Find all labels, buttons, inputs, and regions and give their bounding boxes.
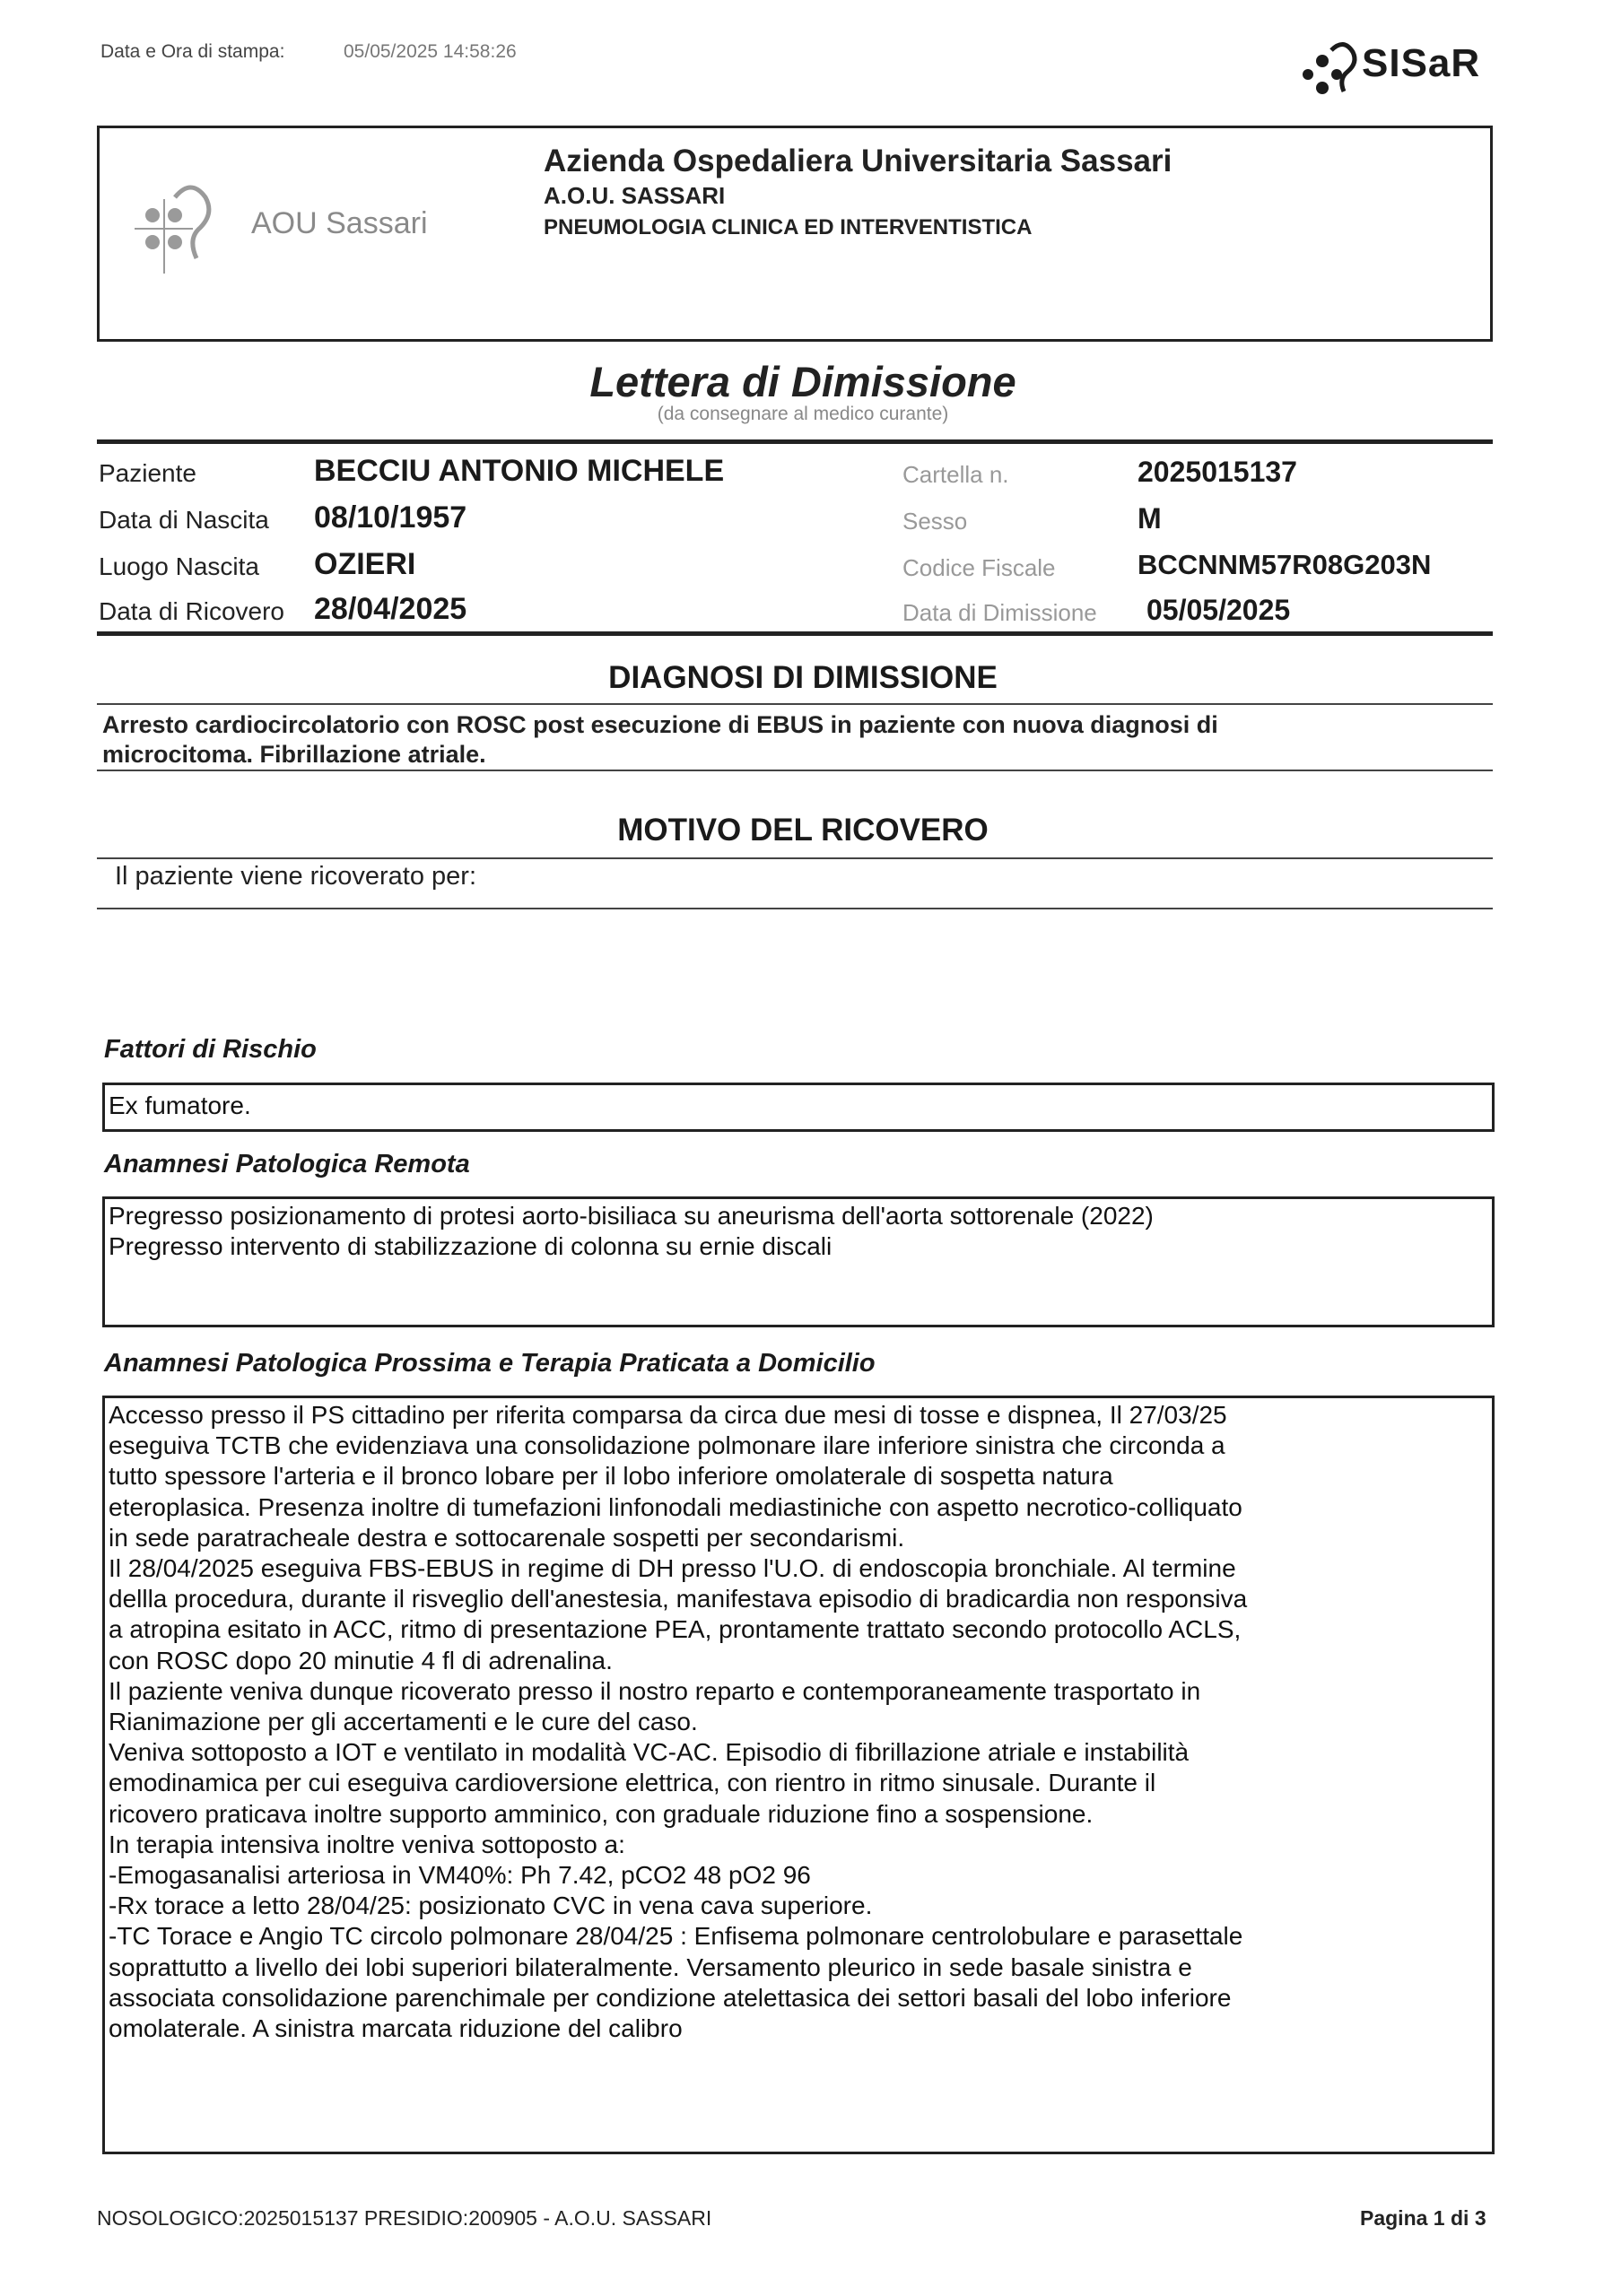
recent-history-line: Veniva sottoposto a IOT e ventilato in modalità VC-AC. Episodio di fibrillazione atriale e instabilità <box>109 1738 1190 1767</box>
remote-history-heading: Anamnesi Patologica Remota <box>104 1150 470 1178</box>
record-number: 2025015137 <box>1138 456 1297 488</box>
remote-history-line: Pregresso intervento di stabilizzazione di colonna su ernie discali <box>109 1232 833 1261</box>
sex: M <box>1138 502 1162 535</box>
admission-reason-text: Il paziente viene ricoverato per: <box>115 862 476 891</box>
remote-history-line: Pregresso posizionamento di protesi aorto-bisiliaca su aneurisma dell'aorta sottorenale (2022) <box>109 1202 1154 1230</box>
document-subtitle: (da consegnare al medico curante) <box>657 404 949 424</box>
birth-date: 08/10/1957 <box>314 500 467 535</box>
aou-logo-icon <box>126 170 224 287</box>
recent-history-line: soprattutto a livello dei lobi superiori bilateralmente. Versamento pleurico in sede basale sinistra e <box>109 1952 1192 1981</box>
hospital-short-name: A.O.U. SASSARI <box>544 182 726 209</box>
recent-history-line: -Rx torace a letto 28/04/25: posizionato CVC in vena cava superiore. <box>109 1892 873 1920</box>
recent-history-line: In terapia intensiva inoltre veniva sottoposto a: <box>109 1830 625 1858</box>
divider <box>97 770 1493 771</box>
recent-history-line: -TC Torace e Angio TC circolo polmonare 28/04/25 : Enfisema polmonare centrolobulare e parasettale <box>109 1922 1243 1951</box>
divider <box>97 631 1493 636</box>
tax-code: BCCNNM57R08G203N <box>1138 549 1432 580</box>
birth-place: OZIERI <box>314 547 416 581</box>
recent-history-line: a atropina esitato in ACC, ritmo di presentazione PEA, prontamente trattato secondo protocollo ACLS, <box>109 1615 1242 1644</box>
aou-logo-name: AOU Sassari <box>251 206 428 240</box>
recent-history-line: -Emogasanalisi arteriosa in VM40%: Ph 7.42, pCO2 48 pO2 96 <box>109 1861 811 1890</box>
hospital-name: Azienda Ospedaliera Universitaria Sassari <box>544 144 1172 178</box>
recent-history-box <box>102 1396 1495 2154</box>
risk-factors-text: Ex fumatore. <box>109 1091 251 1119</box>
recent-history-line: eteroplasica. Presenza inoltre di tumefazioni linfonodali mediastiniche con aspetto necrotico-colliquato <box>109 1492 1242 1521</box>
patient-name-label: Paziente <box>99 459 196 487</box>
page-number: Pagina 1 di 3 <box>1360 2206 1486 2230</box>
divider <box>97 857 1493 859</box>
diagnosis-heading: DIAGNOSI DI DIMISSIONE <box>608 660 998 695</box>
document-title: Lettera di Dimissione <box>589 358 1016 405</box>
recent-history-line: Il paziente veniva dunque ricoverato presso il nostro reparto e contemporaneamente trasportato in <box>109 1676 1201 1705</box>
admission-date: 28/04/2025 <box>314 592 467 626</box>
sisar-brand: SISaR <box>1362 41 1481 85</box>
recent-history-text <box>105 1398 1492 2044</box>
diagnosis-line: microcitoma. Fibrillazione atriale. <box>102 741 486 768</box>
divider <box>97 703 1493 705</box>
recent-history-heading: Anamnesi Patologica Prossima e Terapia Praticata a Domicilio <box>104 1349 876 1378</box>
tax-code-label: Codice Fiscale <box>902 554 1056 581</box>
discharge-date-label: Data di Dimissione <box>902 599 1097 626</box>
recent-history-line: Accesso presso il PS cittadino per riferita comparsa da circa due mesi di tosse e dispnea, Il 27/03/25 <box>109 1401 1227 1429</box>
risk-factors-heading: Fattori di Rischio <box>104 1035 317 1064</box>
recent-history-line: omolaterale. A sinistra marcata riduzione del calibro <box>109 2014 683 2043</box>
print-date-label: Data e Ora di stampa: <box>100 41 285 62</box>
divider <box>97 439 1493 444</box>
department-name: PNEUMOLOGIA CLINICA ED INTERVENTISTICA <box>544 215 1033 239</box>
remote-history-box <box>102 1196 1495 1327</box>
recent-history-line: associata consolidazione parenchimale per condizione atelettasica dei settori basali del lobo inferiore <box>109 1983 1232 2012</box>
recent-history-line: eseguiva TCTB che evidenziava una consolidazione polmonare ilare inferiore sinistra che circonda a <box>109 1431 1225 1460</box>
birth-place-label: Luogo Nascita <box>99 552 260 580</box>
footer-record-info: NOSOLOGICO:2025015137 PRESIDIO:200905 - A.O.U. SASSARI <box>97 2206 712 2230</box>
recent-history-line: Rianimazione per gli accertamenti e le cure del caso. <box>109 1708 698 1736</box>
print-date-value: 05/05/2025 14:58:26 <box>344 41 517 62</box>
recent-history-line: con ROSC dopo 20 minutie 4 fl di adrenalina. <box>109 1646 613 1674</box>
discharge-date: 05/05/2025 <box>1146 594 1291 626</box>
recent-history-line: Il 28/04/2025 eseguiva FBS-EBUS in regime di DH presso l'U.O. di endoscopia bronchiale. Al termine <box>109 1554 1236 1583</box>
patient-name: BECCIU ANTONIO MICHELE <box>314 454 725 488</box>
birth-date-label: Data di Nascita <box>99 506 269 534</box>
divider <box>97 908 1493 909</box>
diagnosis-line: Arresto cardiocircolatorio con ROSC post esecuzione di EBUS in paziente con nuova diagnosi di <box>102 711 1218 738</box>
discharge-diagnosis <box>102 710 1502 770</box>
admission-reason-heading: MOTIVO DEL RICOVERO <box>617 813 989 848</box>
sex-label: Sesso <box>902 508 968 535</box>
recent-history-line: in sede paratracheale destra e sottocarenale sospetti per secondarismi. <box>109 1523 905 1552</box>
recent-history-line: tutto spessore l'arteria e il bronco lobare per il lobo inferiore omolaterale di sospetta natura <box>109 1462 1113 1491</box>
recent-history-line: dellla procedura, durante il risveglio dell'anestesia, manifestava episodio di bradicardia non responsiva <box>109 1585 1248 1613</box>
recent-history-line: ricovero praticava inoltre supporto amminico, con graduale riduzione fino a sospensione. <box>109 1799 1094 1828</box>
admission-date-label: Data di Ricovero <box>99 597 284 625</box>
recent-history-line: emodinamica per cui eseguiva cardioversione elettrica, con rientro in ritmo sinusale. Durante il <box>109 1769 1156 1797</box>
record-number-label: Cartella n. <box>902 461 1009 488</box>
risk-factors-box <box>102 1083 1495 1132</box>
